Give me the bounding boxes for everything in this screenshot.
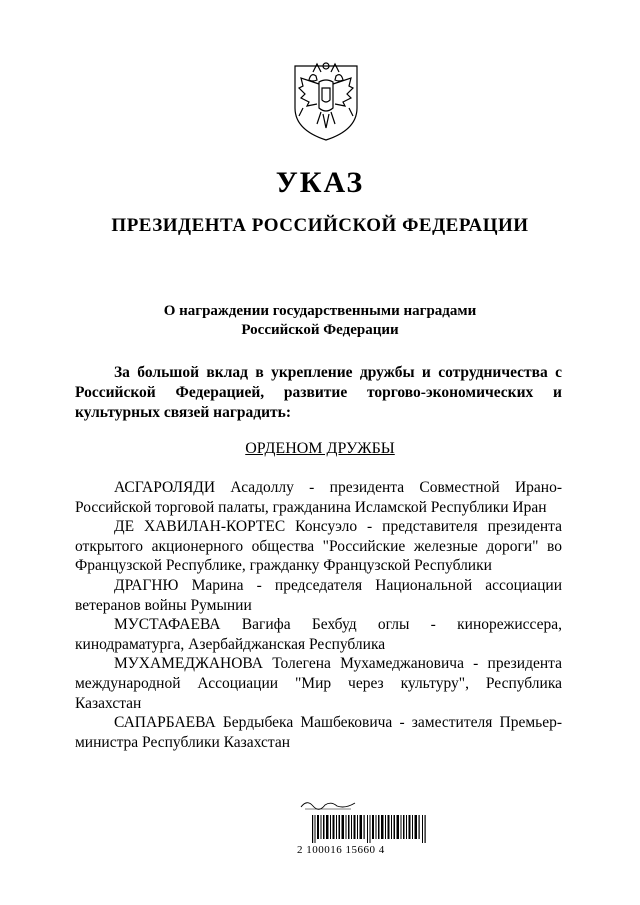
decree-heading-line-1: О награждении государственными наградами [163, 303, 477, 319]
decree-heading-line-2: Российской Федерации [241, 322, 399, 338]
order-name: ОРДЕНОМ ДРУЖБЫ [245, 440, 395, 457]
list-item: АСГАРОЛЯДИ Асадоллу - президента Совместной Ирано-Российской торговой палаты, гражданина Исламской Республики Иран [75, 479, 562, 516]
list-item: МУХАМЕДЖАНОВА Толегена Мухамеджановича - президента международной Ассоциации "Мир через культуру", Республика Казахстан [75, 655, 562, 712]
page-title: УКАЗ [275, 166, 365, 199]
signature-stamp-icon [297, 797, 359, 811]
decree-intro: За большой вклад в укрепление дружбы и сотрудничества с Российской Федерацией, развитие торгово-экономических и культурных связей наградить: [75, 364, 562, 421]
coat-of-arms-icon [289, 58, 363, 142]
page-subtitle: ПРЕЗИДЕНТА РОССИЙСКОЙ ФЕДЕРАЦИИ [111, 215, 529, 236]
list-item: МУСТАФАЕВА Вагифа Бехбуд оглы - кинорежиссера, кинодраматурга, Азербайджанская Республика [75, 616, 562, 653]
awardee-list [75, 478, 562, 752]
list-item: ДЕ ХАВИЛАН-КОРТЕС Консуэло - представителя президента открытого акционерного общества "Российские железные дороги" во Французской Республике, гражданку Французской Республики [75, 518, 562, 575]
barcode-icon [312, 815, 427, 843]
decree-heading [100, 302, 540, 340]
list-item: САПАРБАЕВА Бердыбека Машбековича - заместителя Премьер-министра Республики Казахстан [75, 714, 562, 751]
barcode-number: 2 100016 15660 4 [297, 844, 385, 856]
list-item: ДРАГНЮ Марина - председателя Национальной ассоциации ветеранов войны Румынии [75, 576, 562, 614]
